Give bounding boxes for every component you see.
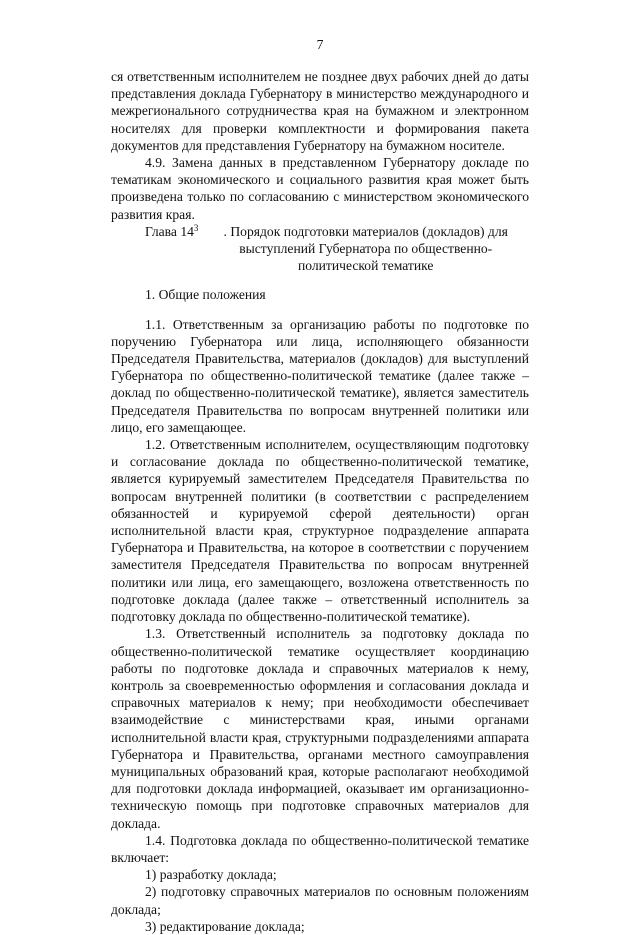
chapter-label <box>145 223 198 275</box>
paragraph-1-4: 1.4. Подготовка доклада по общественно-политической тематике включает: <box>111 832 529 865</box>
section-heading: 1. Общие положения <box>145 287 266 303</box>
chapter-title: . Порядок подготовки материалов (докладов) для выступлений Губернатора по общественно-политической тематике <box>223 223 508 274</box>
list-item: 1) разработку доклада; <box>145 867 277 883</box>
document-body <box>111 68 529 935</box>
paragraph-1-1: 1.1. Ответственным за организацию работы по подготовке по поручению Губернатора или лица, исполняющего обязанности Председателя Правительства, материалов (докладов) для выступлений Губернатора по общественно-политической тематике (далее также – доклад по общественно-политической тематике), является заместитель Председателя Правительства по вопросам внутренней политики или лицо, его замещающее. <box>111 316 529 435</box>
paragraph-1-2: 1.2. Ответственным исполнителем, осуществляющим подготовку и согласование доклада по общественно-политической тематике, является курируемый заместителем Председателя Правительства по вопросам внутренней политики (в соответствии с распределением обязанностей и курируемой сферой деятельности) орган исполнительной власти края, структурное подразделение аппарата Губернатора и Правительства, на которое в соответствии с поручением заместителя Председателя Правительства по вопросам внутренней политики или лица, его замещающего, возложена ответственность по подготовке доклада (далее также – ответственный исполнитель за подготовку доклада по общественно-политической тематике). <box>111 437 529 625</box>
chapter-heading <box>111 223 529 275</box>
page-number: 7 <box>316 37 324 52</box>
paragraph-continuation: ся ответственным исполнителем не позднее двух рабочих дней до даты представления доклада Губернатору в министерство международного и межрегионального сотрудничества края на бумажном и электронном носителях для проверки комплектности и формирования пакета документов для представления Губернатору на бумажном носителе. <box>111 69 529 153</box>
list-item: 2) подготовку справочных материалов по основным положениям доклада; <box>111 884 529 917</box>
paragraph-1-3: 1.3. Ответственный исполнитель за подготовку доклада по общественно-политической тематике осуществляет координацию работы по подготовке доклада и справочных материалов к нему, контроль за своевременностью оформления и согласования доклада и справочных материалов к нему; при необходимости обеспечивает взаимодействие с министерствами края, иными органами исполнительной власти края, структурными подразделениями аппарата Губернатора и Правительства, органами местного самоуправления муниципальных образований края, которые располагают необходимой для подготовки доклада информацией, оказывает им организационно-техническую помощь при подготовке справочных материалов для доклада. <box>111 626 529 831</box>
chapter-superscript: 3 <box>193 222 199 233</box>
paragraph-4-9: 4.9. Замена данных в представленном Губернатору докладе по тематикам экономического и социального развития края может быть произведена только по согласованию с министерством экономического развития края. <box>111 155 529 222</box>
list-item: 3) редактирование доклада; <box>145 918 305 934</box>
chapter-number: Глава 14 <box>145 223 194 239</box>
